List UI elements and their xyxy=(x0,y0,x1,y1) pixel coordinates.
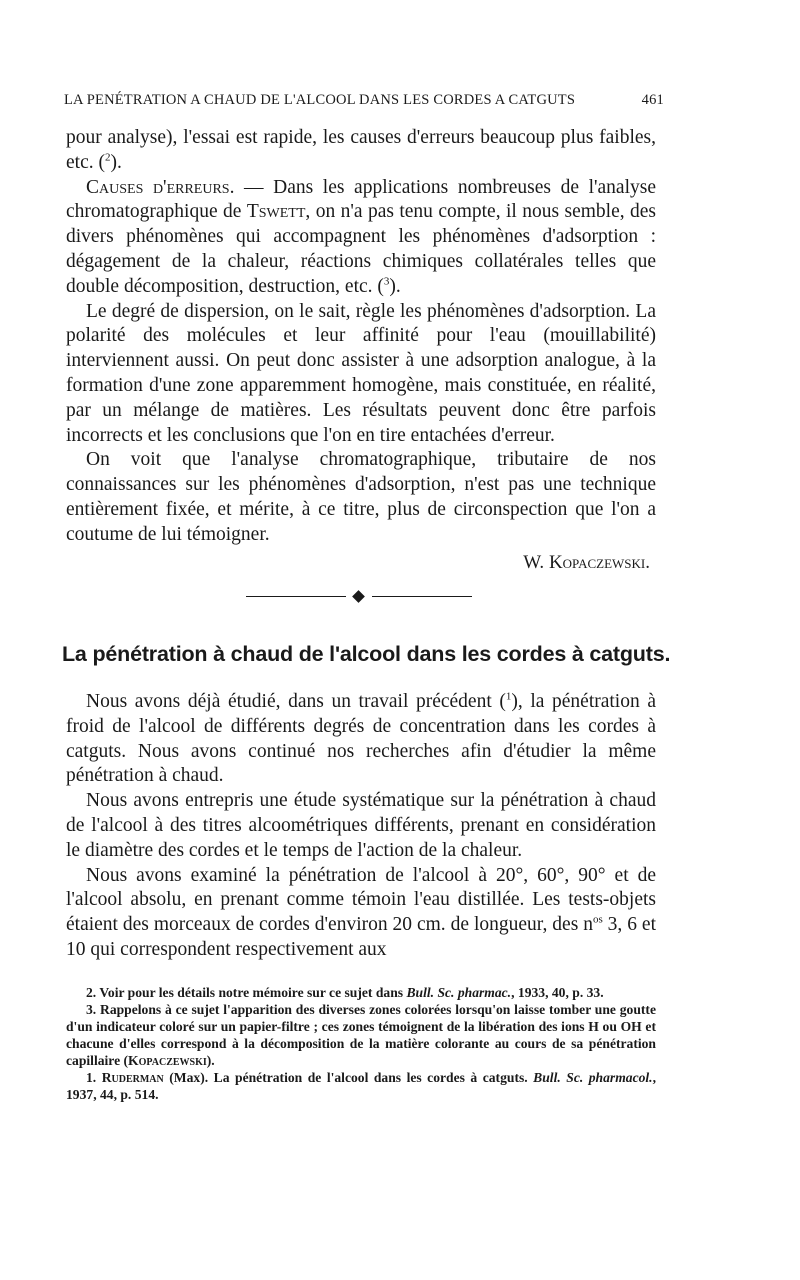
footnotes xyxy=(66,984,656,1103)
paragraph: Causes d'erreurs. — Dans les applications nombreuses de l'analyse chromatographique de Tswett, on n'a pas tenu compte, il nous semble, des divers phénomènes qui accompagnent les phénomènes d'adsorption : dégagement de la chaleur, réactions chimiques collatérales telles que double décomposition, destruction, etc. ($^3$). xyxy=(66,176,656,297)
diamond-ornament-icon xyxy=(352,590,365,603)
paragraph: Nous avons déjà étudié, dans un travail précédent ($^1$), la pénétration à froid de l'alcool de différents degrés de concentration dans les cordes à catguts. Nous avons continué nos recherches afin d'étudier la même pénétration à chaud. xyxy=(66,690,656,787)
footnote-1: 1. Ruderman (Max). La pénétration de l'alcool dans les cordes à catguts. Bull. Sc. pharmacol., 1937, 44, p. 514. xyxy=(66,1070,656,1102)
running-title: LA PENÉTRATION A CHAUD DE L'ALCOOL DANS LES CORDES A CATGUTS xyxy=(64,92,576,108)
paragraph: Nous avons entrepris une étude systématique sur la pénétration à chaud de l'alcool à des titres alcoométriques différents, prenant en considération le diamètre des cordes et le temps de l'action de la chaleur. xyxy=(66,790,656,861)
footnote-3: 3. Rappelons à ce sujet l'apparition des diverses zones colorées lorsqu'on laisse tomber une goutte d'un indicateur coloré sur un papier-filtre ; ces zones témoignent de la libération des ions H ou OH et chacune d'elles correspond à la décomposition de la matière colorante au cours de sa pénétration capillaire (Kopaczewski). xyxy=(66,1002,656,1068)
paragraph: Le degré de dispersion, on le sait, règle les phénomènes d'adsorption. La polarité des molécules et leur affinité pour l'eau (mouillabilité) interviennent aussi. On peut donc assister à une adsorption analogue, à la formation d'une zone apparemment homogène, mais constituée, en réalité, par un mélange de matières. Les résultats peuvent donc être parfois incorrects et les conclusions que l'on en tire entachées d'erreur. xyxy=(66,300,656,446)
footnote-ref: 2 xyxy=(104,151,111,164)
footnote-ref: 1 xyxy=(505,690,512,703)
footnote-2: 2. Voir pour les détails notre mémoire sur ce sujet dans Bull. Sc. pharmac., 1933, 40, p. 33. xyxy=(86,985,604,1000)
author-name: Tswett xyxy=(246,201,306,223)
footnote-ref: 3 xyxy=(383,275,390,288)
paragraph: pour analyse), l'essai est rapide, les causes d'erreurs beaucoup plus faibles, etc. ($^2$). xyxy=(66,127,656,173)
section-label: Causes d'erreurs. xyxy=(86,176,235,198)
article-title: La pénétration à chaud de l'alcool dans les cordes à catguts. xyxy=(62,642,671,666)
article-body xyxy=(66,690,656,963)
page-number: 461 xyxy=(641,92,664,108)
section-divider xyxy=(246,590,472,604)
paragraph: On voit que l'analyse chromatographique, tributaire de nos connaissances sur les phénomènes d'adsorption, n'est pas une technique entièrement fixée, et mérite, à ce titre, plus de circonspection que l'on a coutume de lui témoigner. xyxy=(66,449,656,545)
running-head xyxy=(64,92,664,109)
signature: W. Kopaczewski. xyxy=(523,551,650,573)
paragraph: Nous avons examiné la pénétration de l'alcool à 20°, 60°, 90° et de l'alcool absolu, en prenant comme témoin l'eau distillée. Les tests-objets étaient des morceaux de cordes d'environ 20 cm. de longueur, des $n^{os}$ 3, 6 et 10 qui correspondent respectivement aux xyxy=(66,864,656,960)
previous-article-conclusion xyxy=(66,126,656,574)
